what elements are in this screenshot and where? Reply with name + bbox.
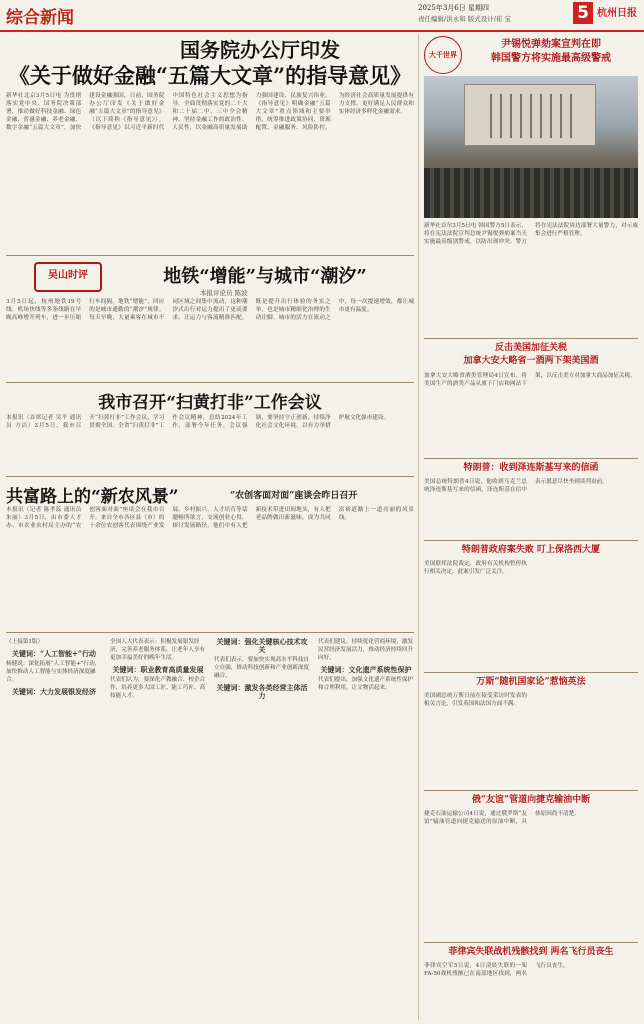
building-columns <box>482 94 576 138</box>
article1-title: 国务院办公厅印发 <box>180 38 340 62</box>
divider <box>6 382 414 383</box>
qa-lead: （上接第1版） <box>6 639 44 645</box>
divider <box>424 672 638 673</box>
side-a2-body: 加拿大安大略省酒类管理局4日宣布，将美国生产的酒类产品从旗下门店和网站下架，以反击美方对加拿大商品加征关税。 <box>424 373 636 387</box>
divider <box>424 338 638 339</box>
commentary-seal: 吴山时评 <box>34 262 102 292</box>
qa-heading: 关键词：大力发展银发经济 <box>12 687 96 696</box>
side-a7-title: 菲律宾失联战机残骸找到 两名飞行员丧生 <box>448 947 614 957</box>
article1-subtitle: 《关于做好金融“五篇大文章”的指导意见》 <box>8 63 412 88</box>
qa-text: 代表们表示，要加快实现高水平科技自立自强，推动科技创新和产业创新深度融合。 <box>214 657 310 679</box>
news-photo <box>424 76 638 218</box>
world-logo: 大千世界 <box>424 36 462 74</box>
side-a6-body: 捷克石油运输公司4日说，通过俄罗斯“友谊”输油管道向捷克输送的原油中断，具体原因尚不清楚。 <box>424 811 580 825</box>
qa-section <box>6 638 414 1018</box>
feature-title: 地铁“增能”与城市“潮汐” <box>163 266 367 287</box>
side-a3-title: 特朗普：收到泽连斯基写来的信函 <box>463 463 599 473</box>
side-a3-body: 美国总统特朗普4日说，他收到乌克兰总统泽连斯基写来的信函，泽连斯基在信中表示愿意尽快坐到谈判桌前。 <box>424 479 608 493</box>
qa-item <box>318 666 414 692</box>
qa-heading: 关键词：“人工智能+”行动 <box>12 649 96 658</box>
divider <box>424 942 638 943</box>
page-header <box>0 0 644 32</box>
side-a7-body: 菲律宾空军5日说，4日凌晨失联的一架FA-50战机残骸已在南部地区找到，两名飞行员丧生。 <box>424 963 569 977</box>
side-a2-title2: 加拿大安大略省一酒两下架美国酒 <box>463 356 599 366</box>
side-top-title1: 尹锡悦弹劾案宣判在即 <box>501 39 601 50</box>
article1-body: 新华社北京3月5日电 为贯彻落实党中央、国务院决策部署，推动做好科技金融、绿色金融、普惠金融、养老金融、数字金融“五篇大文章”，加快建设金融强国，日前，国务院办公厅印发《关于做好金融“五篇大文章”的指导意见》（以下简称《指导意见》）。《指导意见》以习近平新时代中国特色社会主义思想为指导，全面贯彻落实党的二十大和二十届二中、三中全会精神，坚持金融工作的政治性、人民性，以金融高质量发展助力强国建设、民族复兴伟业。《指导意见》明确金融“五篇大文章”重点领域和主要举措，统筹推进政策协同、资源配置、金融服务、风险防控，为经济社会高质量发展提供有力支撑，更好满足人民群众和实体经济多样化金融需求。 <box>6 93 414 131</box>
section-name: 综合新闻 <box>6 8 74 28</box>
divider <box>6 255 414 256</box>
article3-title: 共富路上的“新农风景” <box>6 487 179 507</box>
side-a4-body: 美国联邦法院裁定，政府有关机构暂停执行相关决定，此案引发广泛关注。 <box>424 561 527 575</box>
side-a2-title1: 反击美国加征关税 <box>494 343 567 353</box>
police-line <box>424 168 638 218</box>
divider <box>424 458 638 459</box>
divider <box>424 540 638 541</box>
qa-text: 杨健说：深化拓展“人工智能+”行动，加快推动人工智能与实体经济深度融合。 <box>6 661 101 683</box>
qa-item <box>110 666 206 700</box>
qa-text: 全国人大代表表示：积极发展银发经济，完善养老服务体系，让老年人享有更加幸福美好的晚年生活。 <box>110 639 206 661</box>
paper-name: 杭州日报 <box>597 8 637 19</box>
page-number: 5 <box>573 2 593 24</box>
divider <box>6 632 414 633</box>
issue-date: 2025年3月6日 星期四 <box>418 4 489 12</box>
qa-heading: 关键词：强化关键核心技术攻关 <box>216 638 308 654</box>
side-a6-title: 俄“友谊”管道向捷克输油中断 <box>471 795 591 805</box>
qa-heading: 关键词：职业教育高质量发展 <box>112 665 204 674</box>
qa-item <box>6 650 102 684</box>
feature-byline: 本报评论员 陈波 <box>200 289 248 297</box>
qa-text: 代表们建议，持续优化营商环境，激发民营经济发展活力，推动经济持续回升向好。 <box>318 639 414 661</box>
editor-credit: 责任编辑/洪永和 版式设计/崔 宝 <box>418 15 512 23</box>
article2-title: 我市召开“扫黄打非”工作会议 <box>98 393 322 413</box>
qa-item <box>214 638 310 680</box>
feature-body: 3月5日起，杭州地铁19号线、机场快线等多条线路在早晚高峰增开列车，进一步压缩行车间隔。地铁“增能”，回应的是城市通勤的“潮汐”规律。每天早晚，大量乘客在城市不同区域之间集中流动，这种潮汐式出行对运力提出了更高要求。让运力与客流精准匹配，既是提升出行体验的务实之举，也是城市精细化治理的生动注脚。城市的活力在流动之中，每一次提速增效，都让城市更有温度。 <box>6 299 414 321</box>
side-top-title2: 韩国警方将实施最高级警戒 <box>491 53 611 64</box>
column-divider <box>418 34 419 1020</box>
article3-subtitle: “农创客面对面”座谈会昨日召开 <box>230 491 358 501</box>
side-top-body: 新华社首尔3月5日电 韩国警方5日表示，将在宪法法院宣判总统尹锡悦弹劾案当天实施最高级别警戒，以防出现冲突。警方将在宪法法院周边部署大量警力，对示威集会进行严格管理。 <box>424 223 638 245</box>
qa-heading: 关键词：文化遗产系统性保护 <box>320 665 412 674</box>
qa-text: 代表们认为，要深化产教融合、校企合作，培养更多大国工匠、能工巧匠、高技能人才。 <box>110 677 206 699</box>
article3-body: 本报讯（记者 陈孝蕊 通讯员 朱丽）3月5日，由市委人才办、市农业农村局主办的“农创客面对面”座谈会在我市召开。来自全市各区县（市）的十余位农创客代表围绕产业发展、乡村振兴、人才培育等话题畅所欲言，交流创业心得，探讨发展路径。他们中有人把新技术带进田间地头，有人把老品牌做出新滋味，成为共同富裕道路上一道亮丽的风景线。 <box>6 507 414 529</box>
side-a5-title: 万斯“随机国家论”惹恼英法 <box>476 677 586 687</box>
divider <box>424 790 638 791</box>
qa-heading: 关键词：激发各类经营主体活力 <box>216 683 308 700</box>
side-a5-body: 美国副总统万斯日前在接受采访时发表的相关言论，引发英国和法国方面不满。 <box>424 693 527 707</box>
article2-body: 本报讯（首席记者 吴平 通讯员 方洁）3月5日，我市召开“扫黄打非”工作会议，学习贯彻全国、全省“扫黄打非”工作会议精神，总结2024年工作，部署今年任务。会议强调，要坚持守正创新，持续净化社会文化环境，以有力举措护航文化强市建设。 <box>6 415 390 429</box>
qa-text: 代表们提出，加强文化遗产系统性保护和合理利用，让文物活起来。 <box>318 677 414 691</box>
divider <box>6 476 414 477</box>
side-a4-title: 特朗普政府案失败 叮上保洛西大厦 <box>461 545 601 555</box>
